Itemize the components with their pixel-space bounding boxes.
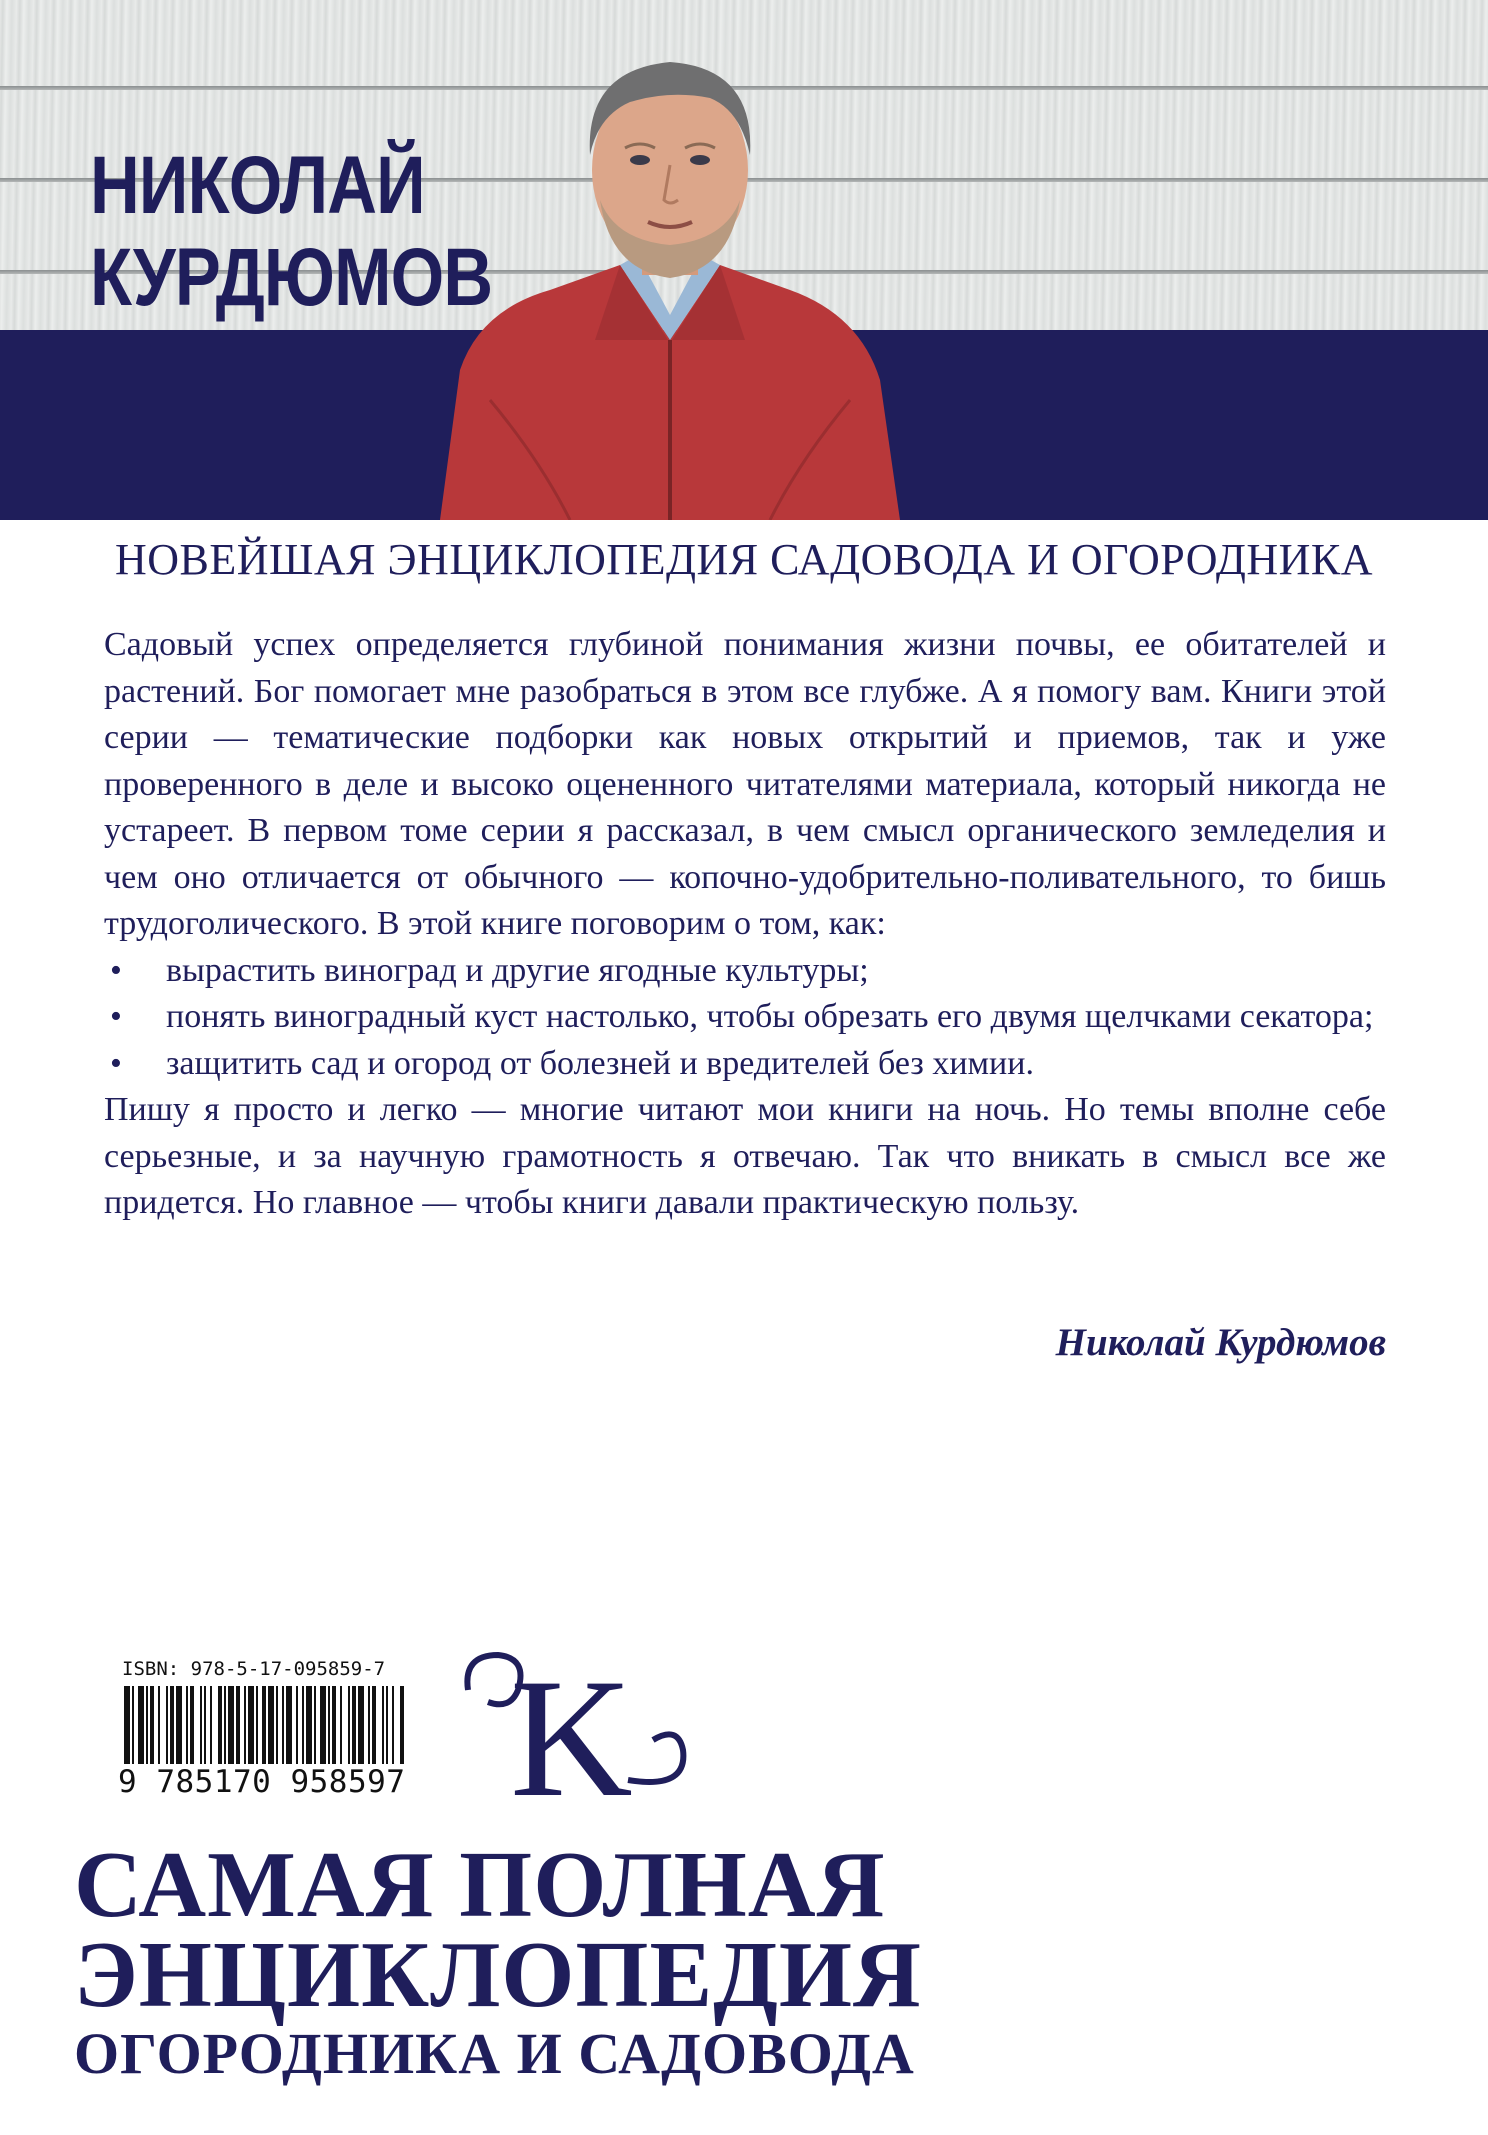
barcode-bar [358,1686,364,1764]
barcode-bar [256,1686,258,1764]
barcode-digits: 9 785170 958597 [118,1764,406,1800]
barcode-bar [372,1686,376,1764]
barcode-bar [158,1686,160,1764]
book-title-line-1: САМАЯ ПОЛНАЯ [74,1833,886,1937]
book-title-line-2: ЭНЦИКЛОПЕДИЯ [74,1923,922,2027]
author-portrait [420,40,920,520]
barcode-bar [132,1686,134,1764]
barcode-bar [386,1686,388,1764]
barcode-bar [348,1686,350,1764]
barcode-bar [248,1686,254,1764]
publisher-logo [458,1630,698,1830]
barcode-bar [150,1686,154,1764]
barcode-bar [124,1686,130,1764]
barcode-bar [244,1686,246,1764]
bullet-icon: • [110,951,122,989]
barcode-bar [320,1686,326,1764]
barcode-bar [328,1686,330,1764]
annotation-text [104,622,1386,1227]
bullet-list [104,948,1386,1088]
barcode-bar [138,1686,144,1764]
barcode-bar [314,1686,316,1764]
barcode-bar [176,1686,182,1764]
barcode-bar [286,1686,292,1764]
barcode-bar [236,1686,240,1764]
logo-letter: K [510,1644,633,1830]
list-item [104,948,1386,995]
intro-paragraph: Садовый успех определяется глубиной понимания жизни почвы, ее обитателей и растений. Бог помогает мне разобраться в этом все глубже. А я помогу вам. Книги этой серии — тематические подборки как новых открытий и приемов, так и уже проверенного в деле и высоко оцененного читателями материала, который никогда не устареет. В первом томе серии я рассказал, в чем смысл органического земледелия и чем оно отличается от обычного — копочно-удобрительно-поливательного, то бишь трудоголического. В этой книге поговорим о том, как: [104,626,1386,942]
isbn-label: ISBN: 978-5-17-095859-7 [122,1658,386,1680]
barcode-bars [118,1686,408,1766]
author-last-name: КУРДЮМОВ [90,232,493,323]
barcode-bar [224,1686,226,1764]
barcode-bar [204,1686,206,1764]
bullet-icon: • [110,1044,122,1082]
outro-paragraph: Пишу я просто и легко — многие читают мои книги на ночь. Но темы вполне себе серьезные, и за научную грамотность я отвечаю. Так что вникать в смысл все же придется. Но главное — чтобы книги давали практическую пользу. [104,1091,1386,1221]
barcode-bar [400,1686,404,1764]
series-title: НОВЕЙШАЯ ЭНЦИКЛОПЕДИЯ САДОВОДА И ОГОРОДНИКА [114,535,1374,584]
barcode-bar [302,1686,304,1764]
barcode-bar [262,1686,266,1764]
barcode-bar [218,1686,222,1764]
author-first-name: НИКОЛАЙ [90,140,425,231]
barcode-bar [228,1686,234,1764]
barcode-bar [210,1686,212,1764]
barcode-bar [268,1686,274,1764]
barcode-bar [352,1686,356,1764]
barcode-bar [296,1686,298,1764]
bullet-icon: • [110,998,122,1035]
barcode-bar [276,1686,278,1764]
barcode-bar [340,1686,342,1764]
barcode-bar [190,1686,194,1764]
barcode-bar [166,1686,168,1764]
list-item-text: защитить сад и огород от болезней и вредителей без химии. [166,1044,1034,1082]
book-title-line-3: ОГОРОДНИКА И САДОВОДА [74,2021,915,2086]
author-signature: Николай Курдюмов [1055,1321,1386,1364]
list-item [104,1041,1386,1088]
barcode-bar [200,1686,202,1764]
book-title [74,1833,922,2088]
list-item [104,994,1386,1041]
barcode-bar [392,1686,394,1764]
list-item-text: понять виноградный куст настолько, чтобы обрезать его двумя щелчками секатора; [166,998,1374,1035]
barcode-bar [282,1686,284,1764]
barcode [118,1658,408,1808]
barcode-bar [170,1686,174,1764]
barcode-bar [332,1686,336,1764]
barcode-bar [368,1686,370,1764]
barcode-bar [146,1686,148,1764]
barcode-bar [382,1686,384,1764]
barcode-bar [186,1686,188,1764]
list-item-text: вырастить виноград и другие ягодные культуры; [166,951,869,989]
barcode-bar [306,1686,312,1764]
